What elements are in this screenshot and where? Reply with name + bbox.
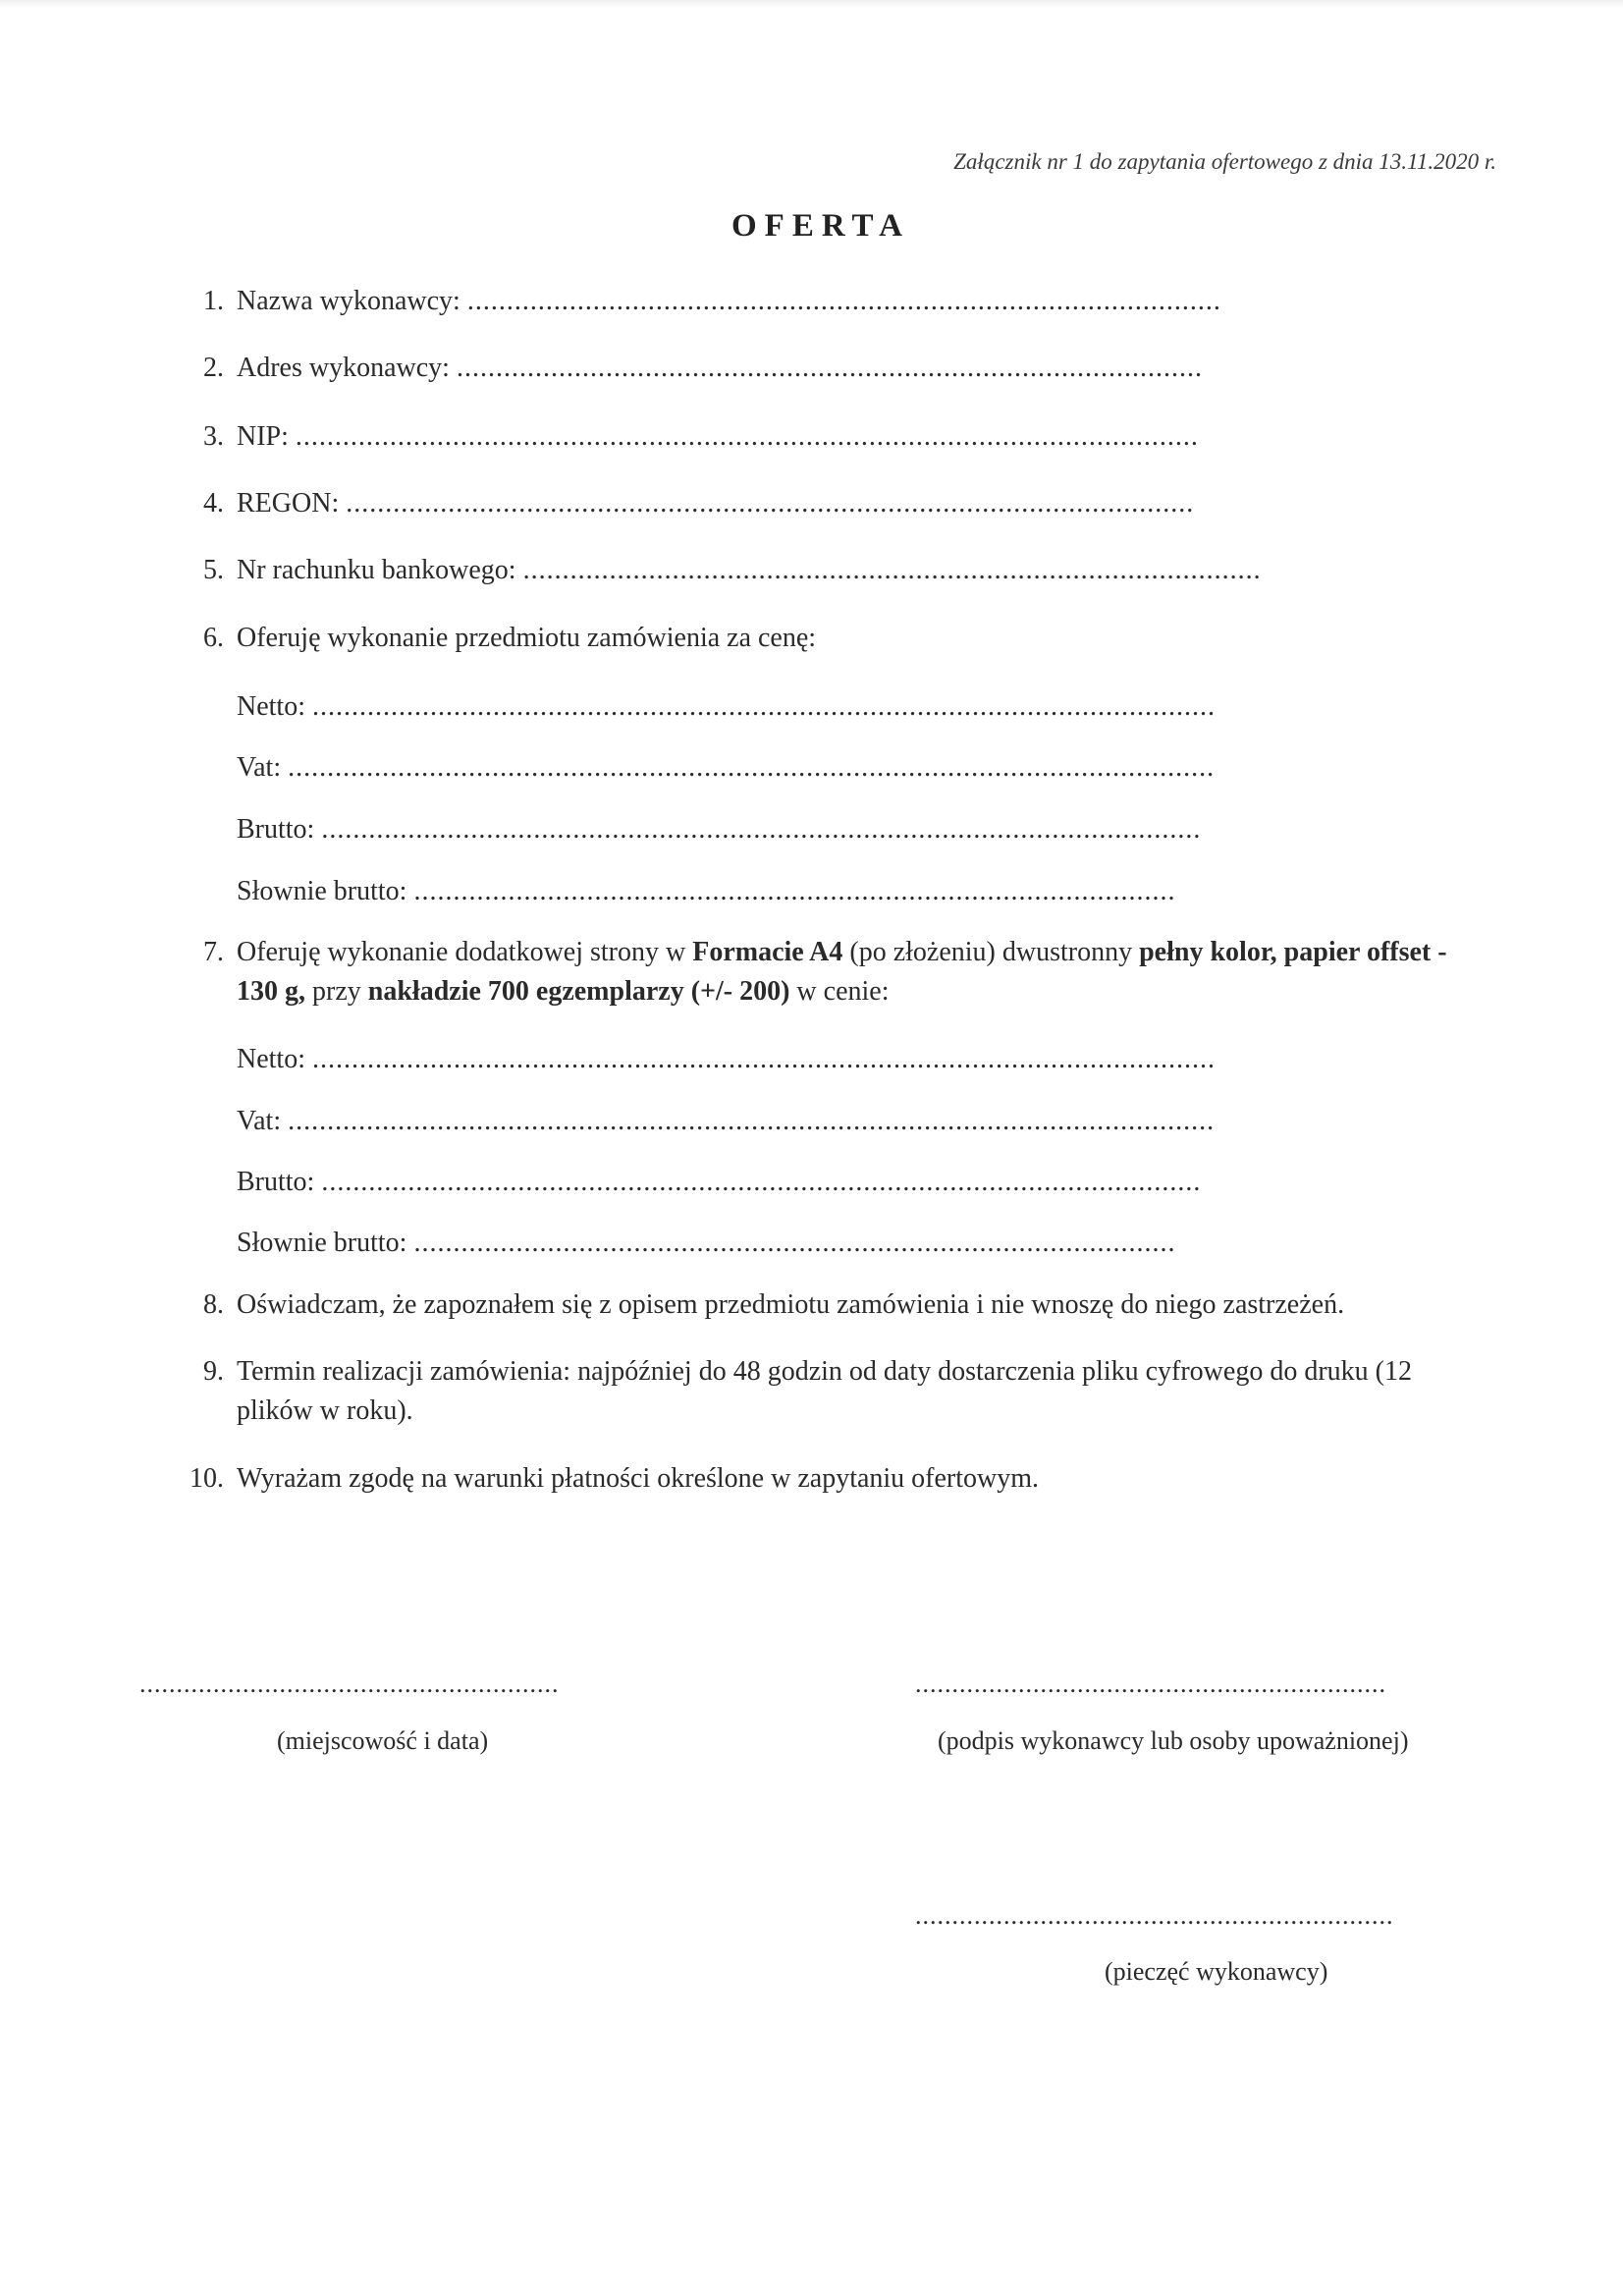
field-netto bbox=[237, 1040, 1382, 1079]
item-number: 3. bbox=[203, 421, 224, 452]
field-label: Słownie brutto: bbox=[237, 876, 407, 906]
item-text: Oferuję wykonanie przedmiotu zamówienia za cenę: bbox=[237, 623, 817, 653]
place-date-line: ......................................................... bbox=[139, 1669, 560, 1698]
item-text-bold: pełny kolor, papier offset - 130 g, bbox=[237, 937, 1447, 1007]
item-number: 8. bbox=[203, 1289, 224, 1320]
item-additional-page-offer bbox=[237, 933, 1484, 1011]
field-label: REGON: bbox=[237, 488, 340, 519]
fill-line: .............................................................................................. bbox=[522, 555, 1262, 585]
fill-line: ................................................................................................................... bbox=[312, 1044, 1216, 1074]
field-contractor-name bbox=[237, 282, 1371, 321]
fill-line: ............................................................................................... bbox=[456, 353, 1203, 383]
item-text: Oferuję wykonanie dodatkowej strony w bbox=[237, 937, 693, 967]
field-contractor-address bbox=[237, 349, 1340, 388]
fill-line: ................................................................................................................... bbox=[312, 691, 1216, 722]
item-payment-terms: Wyrażam zgodę na warunki płatności określone w zapytaniu ofertowym. bbox=[237, 1463, 1040, 1494]
field-label: Vat: bbox=[237, 752, 282, 783]
signature-label: (podpis wykonawcy lub osoby upoważnionej) bbox=[938, 1726, 1409, 1755]
fill-line: ................................................................................................................... bbox=[295, 421, 1199, 452]
fill-line: ................................................................................................. bbox=[413, 1228, 1176, 1258]
field-vat bbox=[237, 1102, 1373, 1141]
item-number: 1. bbox=[203, 286, 224, 316]
field-vat bbox=[237, 748, 1373, 788]
fill-line: ................................................................................................................ bbox=[321, 814, 1202, 845]
item-text-bold: Formacie A4 bbox=[692, 937, 843, 967]
item-deadline: Termin realizacji zamówienia: najpóźniej do 48 godzin od daty dostarczenia pliku cyfrowego do druku (12 plików w roku). bbox=[237, 1356, 1412, 1426]
item-text-bold: nakładzie 700 egzemplarzy (+/- 200) bbox=[367, 976, 790, 1007]
item-number: 9. bbox=[203, 1356, 224, 1387]
field-brutto bbox=[237, 810, 1381, 849]
item-text: w cenie: bbox=[789, 976, 890, 1007]
item-number: 10. bbox=[189, 1463, 224, 1494]
scan-edge bbox=[0, 0, 1623, 8]
item-number: 2. bbox=[203, 353, 224, 383]
item-price-offer bbox=[237, 619, 816, 658]
field-label: Brutto: bbox=[237, 814, 315, 845]
field-nip bbox=[237, 417, 1366, 457]
field-brutto bbox=[237, 1163, 1381, 1202]
item-number: 6. bbox=[203, 623, 224, 653]
fill-line: ............................................................................................................ bbox=[346, 488, 1195, 519]
field-bank-account bbox=[237, 551, 1368, 590]
field-label: NIP: bbox=[237, 421, 289, 452]
signature-line: ................................................................ bbox=[915, 1669, 1386, 1698]
stamp-label: (pieczęć wykonawcy) bbox=[1105, 1957, 1328, 1986]
fill-line: ...................................................................................................................... bbox=[288, 752, 1216, 783]
field-label: Netto: bbox=[237, 1044, 305, 1074]
place-date-label: (miejscowość i data) bbox=[277, 1726, 489, 1755]
field-label: Nr rachunku bankowego: bbox=[237, 555, 516, 585]
field-netto bbox=[237, 687, 1382, 727]
field-label: Brutto: bbox=[237, 1167, 315, 1197]
fill-line: ................................................................................................................ bbox=[321, 1167, 1202, 1197]
item-number: 7. bbox=[203, 937, 224, 967]
field-brutto-words bbox=[237, 1224, 1356, 1263]
fill-line: ................................................................................................. bbox=[413, 876, 1176, 906]
field-label: Słownie brutto: bbox=[237, 1228, 407, 1258]
item-text: przy bbox=[305, 976, 368, 1007]
stamp-line: ................................................................. bbox=[915, 1901, 1394, 1930]
field-label: Vat: bbox=[237, 1106, 282, 1136]
field-label: Netto: bbox=[237, 691, 305, 722]
item-number: 4. bbox=[203, 488, 224, 519]
item-text: (po złożeniu) dwustronny bbox=[842, 937, 1140, 967]
annex-note: Załącznik nr 1 do zapytania ofertowego z dnia 13.11.2020 r. bbox=[953, 149, 1496, 174]
fill-line: ...................................................................................................................... bbox=[288, 1106, 1216, 1136]
field-brutto-words bbox=[237, 872, 1346, 911]
field-label: Adres wykonawcy: bbox=[237, 353, 450, 383]
fill-line: ................................................................................................ bbox=[466, 286, 1221, 316]
item-declaration: Oświadczam, że zapoznałem się z opisem przedmiotu zamówienia i nie wnoszę do niego zastrzeżeń. bbox=[237, 1289, 1345, 1320]
item-number: 5. bbox=[203, 555, 224, 585]
field-label: Nazwa wykonawcy: bbox=[237, 286, 460, 316]
document-title: OFERTA bbox=[731, 208, 910, 244]
field-regon bbox=[237, 484, 1372, 523]
